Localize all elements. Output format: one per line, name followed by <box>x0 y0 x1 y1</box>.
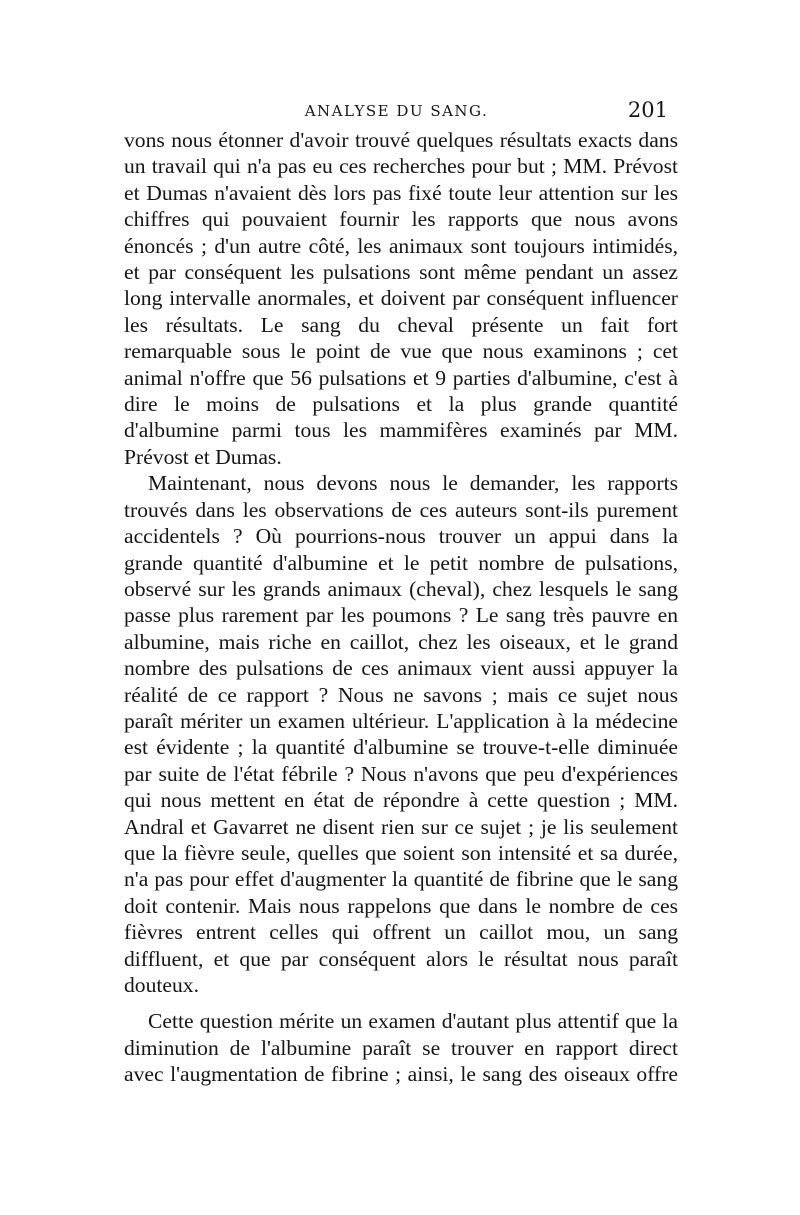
page-number: 201 <box>627 98 668 122</box>
paragraph-3: Cette question mérite un examen d'autant plus attentif que la diminution de l'albumine paraît se trouver en rapport direct avec l'augmentation de fibrine ; ainsi, le sang des oiseaux offre <box>124 1009 678 1087</box>
body-text <box>124 127 678 1088</box>
paragraph-2: Maintenant, nous devons nous le demander, les rapports trouvés dans les observations de ces auteurs sont-ils purement accidentels ? Où pourrions-nous trouver un appui dans la grande quantité d'albumine et le petit nombre de pulsations, observé sur les grands animaux (cheval), chez lesquels le sang passe plus rarement par les poumons ? Le sang très pauvre en albumine, mais riche en caillot, chez les oiseaux, et le grand nombre des pulsations de ces animaux vient aussi appuyer la réalité de ce rapport ? Nous ne savons ; mais ce sujet nous paraît mériter un examen ultérieur. L'application à la médecine est évidente ; la quantité d'albumine se trouve-t-elle diminuée par suite de l'état fébrile ? Nous n'avons que peu d'expériences qui nous mettent en état de répondre à cette question ; MM. Andral et Gavarret ne disent rien sur ce sujet ; je lis seulement que la fièvre seule, quelles que soient son intensité et sa durée, n'a pas pour effet d'augmenter la quantité de fibrine que le sang doit contenir. Mais nous rappelons que dans le nombre de ces fièvres entrent celles qui offrent un caillot mou, un sang diffluent, et que par conséquent alors le résultat nous paraît douteux. <box>124 471 678 997</box>
running-head <box>125 98 668 126</box>
running-title: ANALYSE DU SANG. <box>304 102 489 120</box>
paragraph-1: vons nous étonner d'avoir trouvé quelques résultats exacts dans un travail qui n'a pas eu ces recherches pour but ; MM. Prévost et Dumas n'avaient dès lors pas fixé toute leur attention sur les chiffres qui pouvaient fournir les rapports que nous avons énoncés ; d'un autre côté, les animaux sont toujours intimidés, et par conséquent les pulsations sont même pendant un assez long intervalle anormales, et doivent par conséquent influencer les résultats. Le sang du cheval présente un fait fort remarquable sous le point de vue que nous examinons ; cet animal n'offre que 56 pulsations et 9 parties d'albumine, c'est à dire le moins de pulsations et la plus grande quantité d'albumine parmi tous les mammifères examinés par MM. Prévost et Dumas. <box>124 128 678 469</box>
